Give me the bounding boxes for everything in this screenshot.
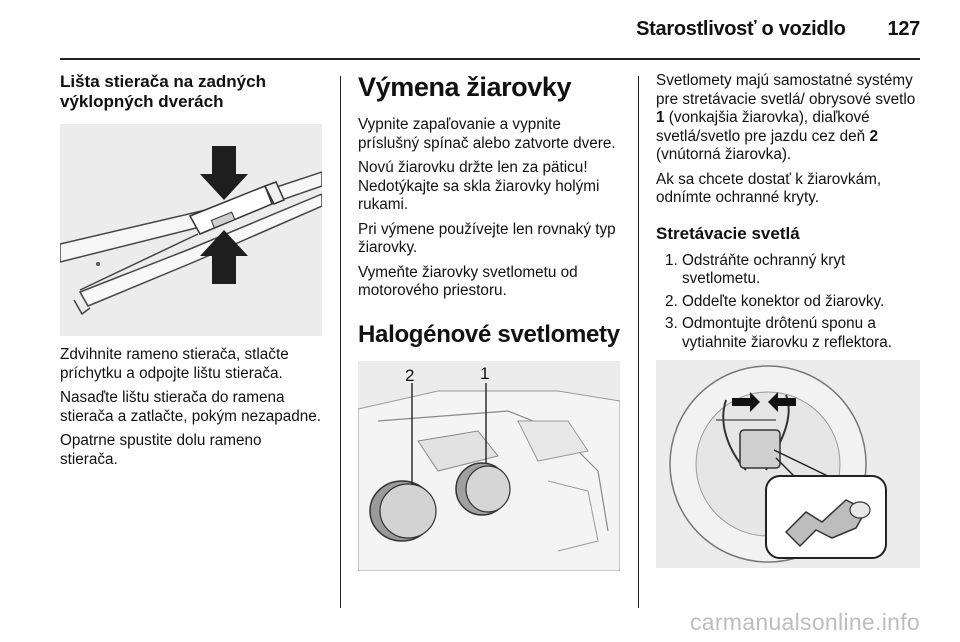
bulb-paragraph-2: Novú žiarovku držte len za päticu! Nedotýkajte sa skla žiarovky holými rukami. — [358, 159, 600, 213]
column-3 — [656, 72, 920, 568]
column-divider-1 — [340, 76, 341, 608]
headlamp-label-2: 2 — [405, 365, 415, 385]
step-2: 2. Oddeľte konektor od žiarovky. — [682, 293, 920, 312]
section-heading-halogen: Halogénové svetlomety — [358, 320, 620, 348]
step-3: 3. Odmontujte drôtenú sponu a vytiahnite žiarovku z reflektora. — [682, 315, 920, 352]
step-1: 1. Odstráňte ochranný kryt svetlometu. — [682, 252, 920, 289]
text-run: Svetlomety majú samostatné systémy pre stretávacie svetlá/ obrysové svetlo — [656, 72, 916, 108]
access-paragraph: Ak sa chcete dostať k žiarovkám, odnímte ochranné kryty. — [656, 170, 882, 206]
text-run: (vonkajšia žiarovka), diaľkové svetlá/svetlo pre jazdu cez deň — [656, 109, 870, 145]
wiper-paragraph-3: Opatrne spustite dolu rameno stierača. — [60, 432, 262, 468]
section-heading-low-beam: Stretávacie svetlá — [656, 223, 800, 243]
text-run: (vnútorná žiarovka). — [656, 146, 792, 163]
page-header — [636, 18, 920, 41]
column-2 — [358, 72, 620, 571]
page-number: 127 — [887, 18, 920, 40]
ref-2: 2 — [869, 127, 878, 145]
column-1 — [60, 72, 322, 475]
wiper-paragraph-2: Nasaďte lištu stierača do ramena stierača a zatlačte, pokým nezapadne. — [60, 389, 322, 425]
header-title: Starostlivosť o vozidlo — [636, 18, 846, 40]
headlamp-label-1: 1 — [480, 363, 490, 383]
header-rule — [60, 58, 920, 60]
bulb-paragraph-1: Vypnite zapaľovanie a vypnite príslušný spínač alebo zatvorte dvere. — [358, 116, 616, 152]
low-beam-bulb-figure — [656, 360, 920, 568]
low-beam-steps — [656, 252, 920, 353]
wiper-blade-figure — [60, 124, 322, 336]
section-heading-wiper: Lišta stierača na zadných výklopných dverách — [60, 72, 266, 111]
bulb-paragraph-3: Pri výmene používejte len rovnaký typ žiarovky. — [358, 220, 616, 256]
bulb-paragraph-4: Vymeňte žiarovky svetlometu od motorového priestoru. — [358, 263, 578, 299]
headlamp-figure — [358, 361, 620, 571]
headlamp-systems-paragraph — [656, 72, 920, 165]
section-heading-bulb: Výmena žiarovky — [358, 72, 572, 102]
ref-1: 1 — [656, 109, 665, 126]
watermark: carmanualsonline.info — [689, 609, 920, 635]
wiper-paragraph-1: Zdvihnite rameno stierača, stlačte príchytku a odpojte lištu stierača. — [60, 346, 289, 382]
column-divider-2 — [638, 76, 639, 608]
